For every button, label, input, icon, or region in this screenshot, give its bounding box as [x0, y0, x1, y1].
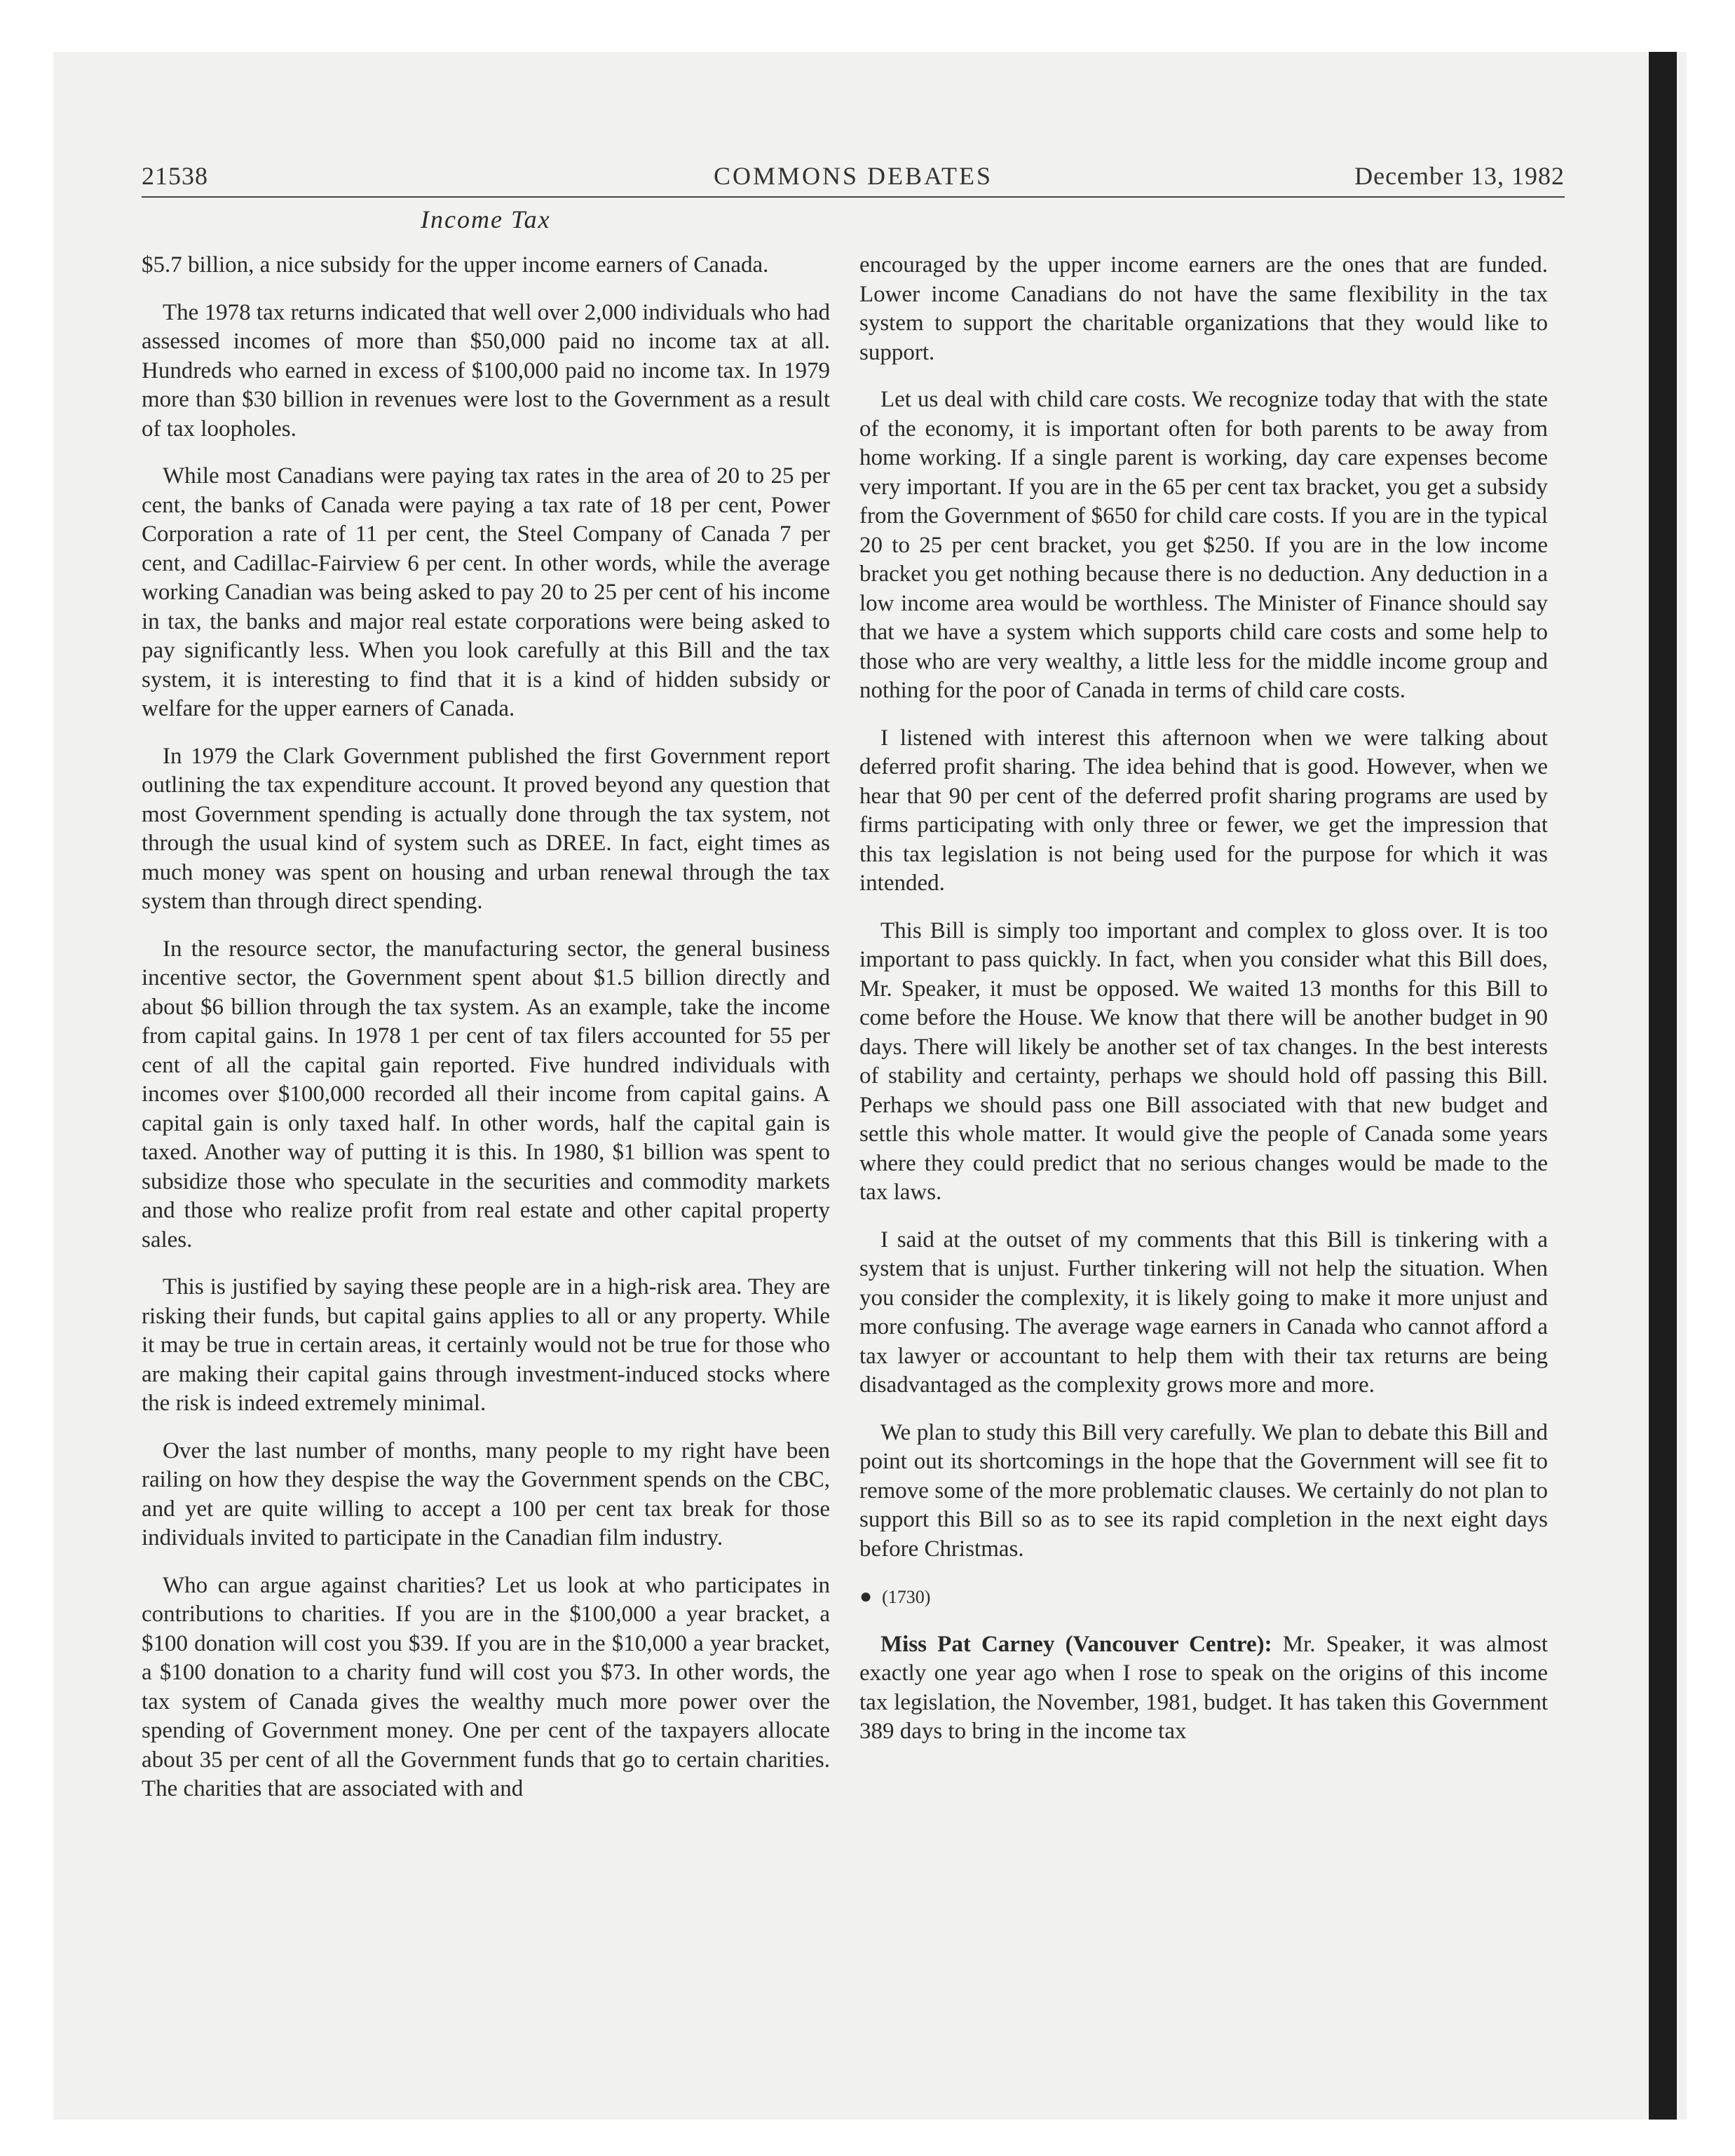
paragraph: This Bill is simply too important and complex to gloss over. It is too important to pass quickly. In fact, when you consider what this Bill does, Mr. Speaker, it must be opposed. We waited 13 months for this Bill to come before the House. We know that there will be another budget in 90 days. There will likely be another set of tax changes. In the best interests of stability and certainty, perhaps we should hold off passing this Bill. Perhaps we should pass one Bill associated with that new budget and settle this whole matter. It would give the people of Canada some years where they could predict that no serious changes would be made to the tax laws.: [859, 917, 1548, 1205]
speaker-paragraph: [859, 1630, 1548, 1747]
paragraph: This is justified by saying these people are in a high-risk area. They are risking their funds, but capital gains applies to all or any property. While it may be true in certain areas, it certainly would not be true for those who are making their capital gains through investment-induced stocks where the risk is indeed extremely minimal.: [142, 1274, 830, 1416]
paragraph: We plan to study this Bill very carefully. We plan to debate this Bill and point out its shortcomings in the hope that the Government will see fit to remove some of the more problematic clauses. We certainly do not plan to support this Bill so as to see its rapid completion in the next eight days before Christmas.: [859, 1419, 1548, 1562]
speaker-name: Miss Pat Carney (Vancouver Centre):: [880, 1631, 1272, 1657]
paragraph: In 1979 the Clark Government published the first Government report outlining the tax expenditure account. It proved beyond any question that most Government spending is actually done through the tax system, not through the usual kind of system such as DREE. In fact, eight times as much money was spent on housing and urban renewal through the tax system than through direct spending.: [142, 743, 830, 914]
paragraph: I listened with interest this afternoon when we were talking about deferred profit sharing. The idea behind that is good. However, when we hear that 90 per cent of the deferred profit sharing programs are used by firms participating with only three or fewer, we get the impression that this tax legislation is not being used for the purpose for which it was intended.: [859, 725, 1548, 896]
paragraph: $5.7 billion, a nice subsidy for the upper income earners of Canada.: [142, 252, 769, 278]
running-header: [142, 161, 1565, 193]
header-rule: [142, 196, 1565, 198]
sitting-date: December 13, 1982: [1354, 162, 1565, 190]
paragraph: encouraged by the upper income earners are the ones that are funded. Lower income Canadians do not have the same flexibility in the tax system to support the charitable organizations that they would like to support.: [859, 252, 1548, 365]
speaker-text: Mr. Speaker, it was almost exactly one year ago when I rose to speak on the origins of this income tax legislation, the November, 1981, budget. It has taken this Government 389 days to bring in the income tax: [859, 1631, 1548, 1744]
right-column: [859, 251, 1548, 1765]
section-title: Income Tax: [421, 205, 551, 233]
paragraph: The 1978 tax returns indicated that well over 2,000 individuals who had assessed incomes of more than $50,000 paid no income tax at all. Hundreds who earned in excess of $100,000 paid no income tax. In 1979 more than $30 billion in revenues were lost to the Government as a result of tax loopholes.: [142, 299, 830, 442]
time-marker: [859, 1582, 1548, 1612]
paragraph: In the resource sector, the manufacturing sector, the general business incentive sector, the Government spent about $1.5 billion directly and about $6 billion through the tax system. As an example, take the income from capital gains. In 1978 1 per cent of tax filers accounted for 55 per cent of all the capital gain reported. Five hundred individuals with incomes over $100,000 recorded all their income from capital gains. A capital gain is only taxed half. In other words, half the capital gain is taxed. Another way of putting it is this. In 1980, $1 billion was spent to subsidize those who speculate in the securities and commodity markets and those who realize profit from real estate and other capital property sales.: [142, 936, 830, 1253]
bullet-icon: ●: [859, 1585, 873, 1608]
page-number: 21538: [142, 162, 208, 190]
left-column: [142, 251, 830, 1822]
paragraph: Let us deal with child care costs. We recognize today that with the state of the economy, it is important often for both parents to be away from home working. If a single parent is working, day care expenses become very important. If you are in the 65 per cent tax bracket, you get a subsidy from the Government of $650 for child care costs. If you are in the typical 20 to 25 per cent bracket, you get $250. If you are in the low income bracket you get nothing because there is no deduction. Any deduction in a low income area would be worthless. The Minister of Finance should say that we have a system which supports child care costs and some help to those who are very wealthy, a little less for the middle income group and nothing for the poor of Canada in terms of child care costs.: [859, 387, 1548, 703]
paragraph: I said at the outset of my comments that this Bill is tinkering with a system that is unjust. Further tinkering will not help the situation. When you consider the complexity, it is likely going to make it more unjust and more confusing. The average wage earners in Canada who cannot afford a tax lawyer or accountant to help them with their tax returns are being disadvantaged as the complexity grows more and more.: [859, 1227, 1548, 1398]
paragraph: Over the last number of months, many people to my right have been railing on how they despise the way the Government spends on the CBC, and yet are quite willing to accept a 100 per cent tax break for those individuals invited to participate in the Canadian film industry.: [142, 1438, 830, 1550]
scan-binding-edge: [1649, 52, 1677, 2120]
publication-title: COMMONS DEBATES: [713, 162, 993, 190]
time-marker-text: (1730): [882, 1587, 931, 1607]
paragraph: While most Canadians were paying tax rates in the area of 20 to 25 per cent, the banks of Canada were paying a tax rate of 18 per cent, Power Corporation a rate of 11 per cent, the Steel Company of Canada 7 per cent, and Cadillac-Fairview 6 per cent. In other words, while the average working Canadian was being asked to pay 20 to 25 per cent of his income in tax, the banks and major real estate corporations were being asked to pay significantly less. When you look carefully at this Bill and the tax system, it is interesting to find that it is a kind of hidden subsidy or welfare for the upper earners of Canada.: [142, 463, 830, 721]
paragraph: Who can argue against charities? Let us look at who participates in contributions to charities. If you are in the $100,000 a year bracket, a $100 donation will cost you $39. If you are in the $10,000 a year bracket, a $100 donation to a charity fund will cost you $73. In other words, the tax system of Canada gives the wealthy much more power over the spending of Government money. One per cent of the taxpayers allocate about 35 per cent of all the Government funds that go to certain charities. The charities that are associated with and: [142, 1572, 830, 1801]
